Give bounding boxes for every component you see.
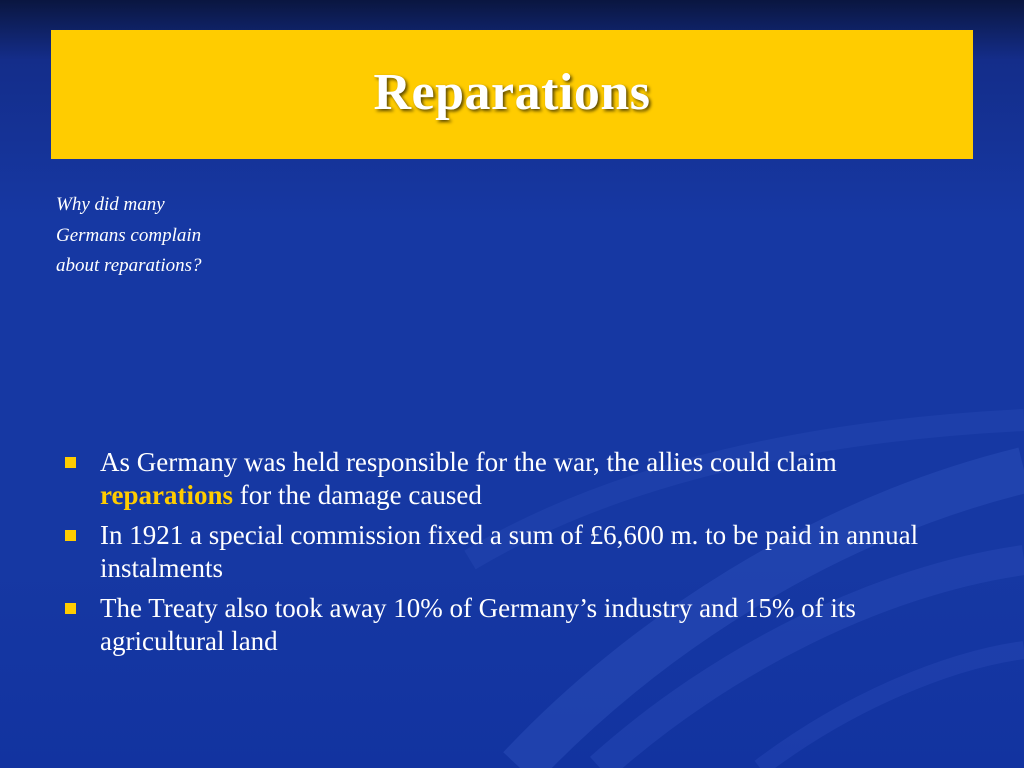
bullet-text-after: for the damage caused — [233, 480, 482, 510]
highlighted-term: reparations — [100, 480, 233, 510]
square-bullet-icon — [65, 603, 76, 614]
square-bullet-icon — [65, 530, 76, 541]
bullet-text: In 1921 a special commission fixed a sum of £6,600 m. to be paid in annual instalments — [100, 520, 919, 583]
side-question: Why did many Germans complain about reparations? — [56, 194, 202, 276]
bullet-item — [62, 446, 962, 512]
bullet-text-before: As Germany was held responsible for the war, the allies could claim — [100, 447, 837, 477]
square-bullet-icon — [65, 457, 76, 468]
title-bar — [51, 30, 973, 159]
bullet-list — [62, 446, 962, 665]
bullet-item — [62, 519, 962, 585]
bullet-item — [62, 592, 962, 658]
bullet-text: The Treaty also took away 10% of Germany’s industry and 15% of its agricultural land — [100, 593, 856, 656]
slide-title: Reparations — [373, 64, 651, 121]
